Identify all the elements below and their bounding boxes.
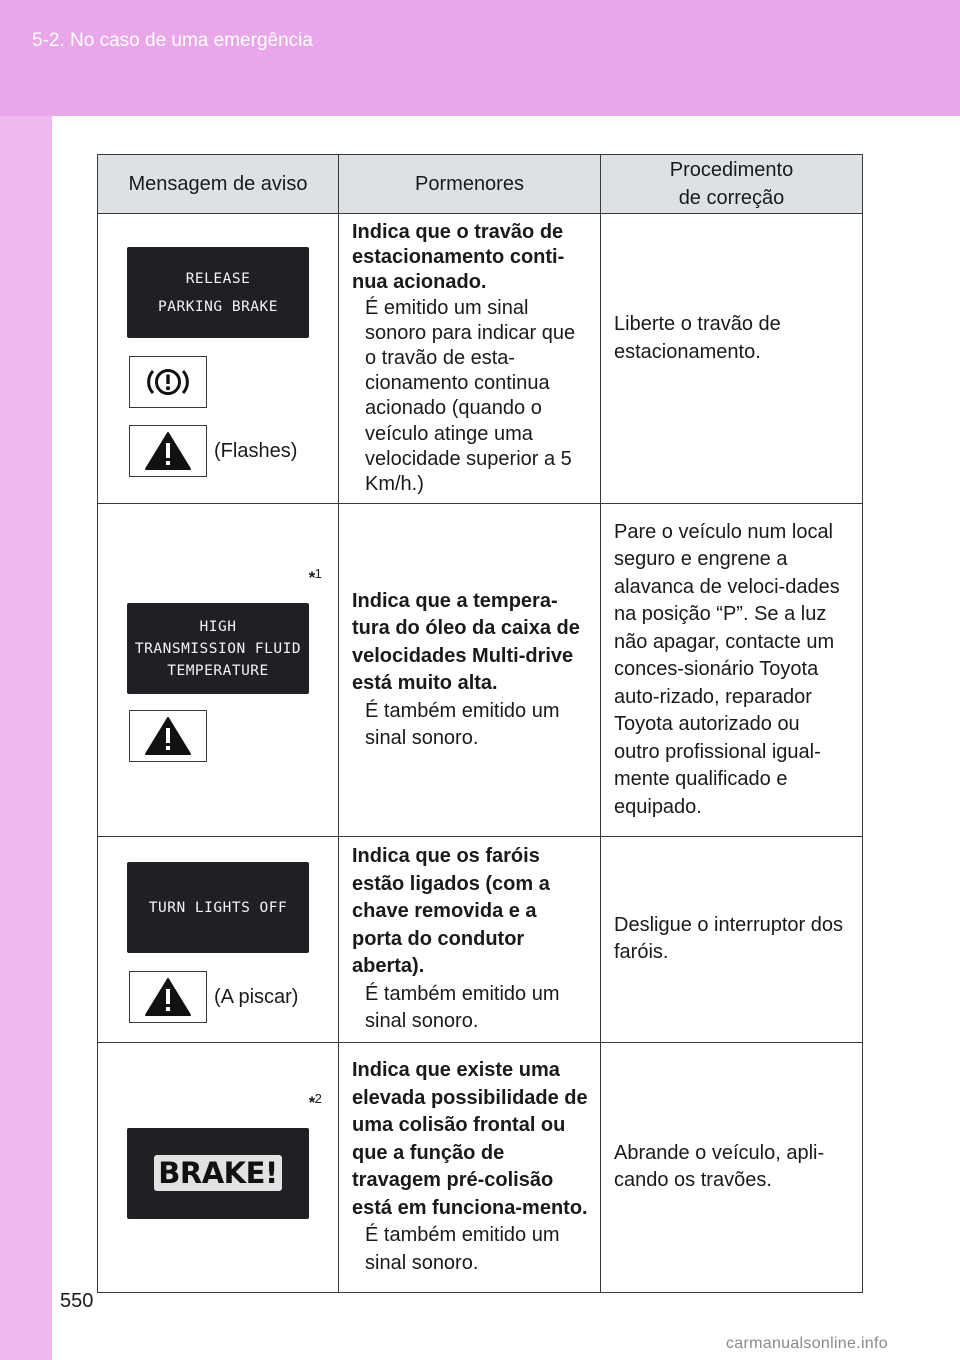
details-cell	[339, 214, 601, 504]
procedure-cell	[601, 837, 863, 1043]
flash-label: (Flashes)	[214, 440, 298, 462]
procedure-text: Abrande o veículo, apli-cando os travões.	[614, 1141, 825, 1192]
display-line: TEMPERATURE	[167, 662, 269, 679]
brake-warning-icon	[129, 356, 207, 408]
procedure-text: Liberte o travão de estacionamento.	[614, 313, 781, 363]
procedure-cell	[601, 504, 863, 837]
footnote-marker: *$^1$	[308, 566, 322, 588]
master-warning-icon	[129, 971, 207, 1023]
column-header: Procedimento de correção	[601, 155, 863, 214]
display-line: PARKING BRAKE	[158, 298, 278, 315]
details-summary: Indica que existe uma elevada possibilidade de uma colisão frontal ou que a função de travagem pré-colisão está em funciona-mento.	[352, 1059, 588, 1219]
flash-label: (A piscar)	[214, 986, 299, 1009]
warning-message-cell	[98, 837, 339, 1043]
details-text: É também emitido um sinal sonoro.	[365, 982, 560, 1033]
message-display	[127, 1128, 309, 1219]
warning-message-cell	[98, 214, 339, 504]
procedure-text: Desligue o interruptor dos faróis.	[614, 913, 844, 964]
details-cell	[339, 1042, 601, 1292]
watermark-text: carmanualsonline.info	[726, 1335, 888, 1352]
details-text: É emitido um sinal sonoro para indicar que o travão de esta-cionamento continua acionado (quando o veículo atinge uma velocidade superior a 5 Km/h.)	[365, 296, 576, 496]
master-warning-icon	[129, 425, 207, 477]
details-summary: Indica que os faróis estão ligados (com a chave removida e a porta do condutor aberta).	[352, 845, 550, 978]
procedure-cell	[601, 1042, 863, 1292]
details-text: É também emitido um sinal sonoro.	[365, 699, 560, 750]
details-cell	[339, 837, 601, 1043]
table-row	[98, 214, 863, 504]
table-row	[98, 504, 863, 837]
details-summary: Indica que a tempera-tura do óleo da caixa de velocidades Multi-drive está muito alta.	[352, 589, 580, 695]
warning-message-table	[97, 154, 863, 1293]
procedure-text: Pare o veículo num local seguro e engrene a alavanca de veloci-dades na posição “P”. Se a luz não apagar, contacte um conces-sionário Toyota auto-rizado, reparador Toyota autorizado ou outro profissional igual-mente qualificado e equipado.	[614, 520, 840, 818]
warning-message-cell	[98, 1042, 339, 1292]
footnote-marker: *$^2$	[308, 1090, 322, 1112]
details-summary: Indica que o travão de estacionamento conti-nua acionado.	[352, 221, 565, 294]
message-display	[127, 862, 309, 953]
display-line: TRANSMISSION FLUID	[134, 640, 302, 657]
message-display	[127, 247, 309, 338]
procedure-cell	[601, 214, 863, 504]
section-title: 5-2. No caso de uma emergência	[32, 30, 313, 51]
table-row	[98, 837, 863, 1043]
column-header: Mensagem de aviso	[98, 155, 339, 214]
details-text: É também emitido um sinal sonoro.	[365, 1224, 560, 1274]
column-header: Pormenores	[339, 155, 601, 214]
display-line: TURN LIGHTS OFF	[148, 899, 288, 916]
side-bar	[0, 116, 52, 1360]
display-line: RELEASE	[185, 270, 251, 287]
master-warning-icon	[129, 710, 207, 762]
warning-message-cell	[98, 504, 339, 837]
page-number: 550	[60, 1290, 94, 1312]
table-header-row	[98, 155, 863, 214]
display-line: HIGH	[199, 618, 237, 635]
table-row	[98, 1042, 863, 1292]
message-display	[127, 603, 309, 694]
details-cell	[339, 504, 601, 837]
header-bar	[0, 0, 960, 116]
brake-alert-text: BRAKE!	[154, 1155, 281, 1191]
